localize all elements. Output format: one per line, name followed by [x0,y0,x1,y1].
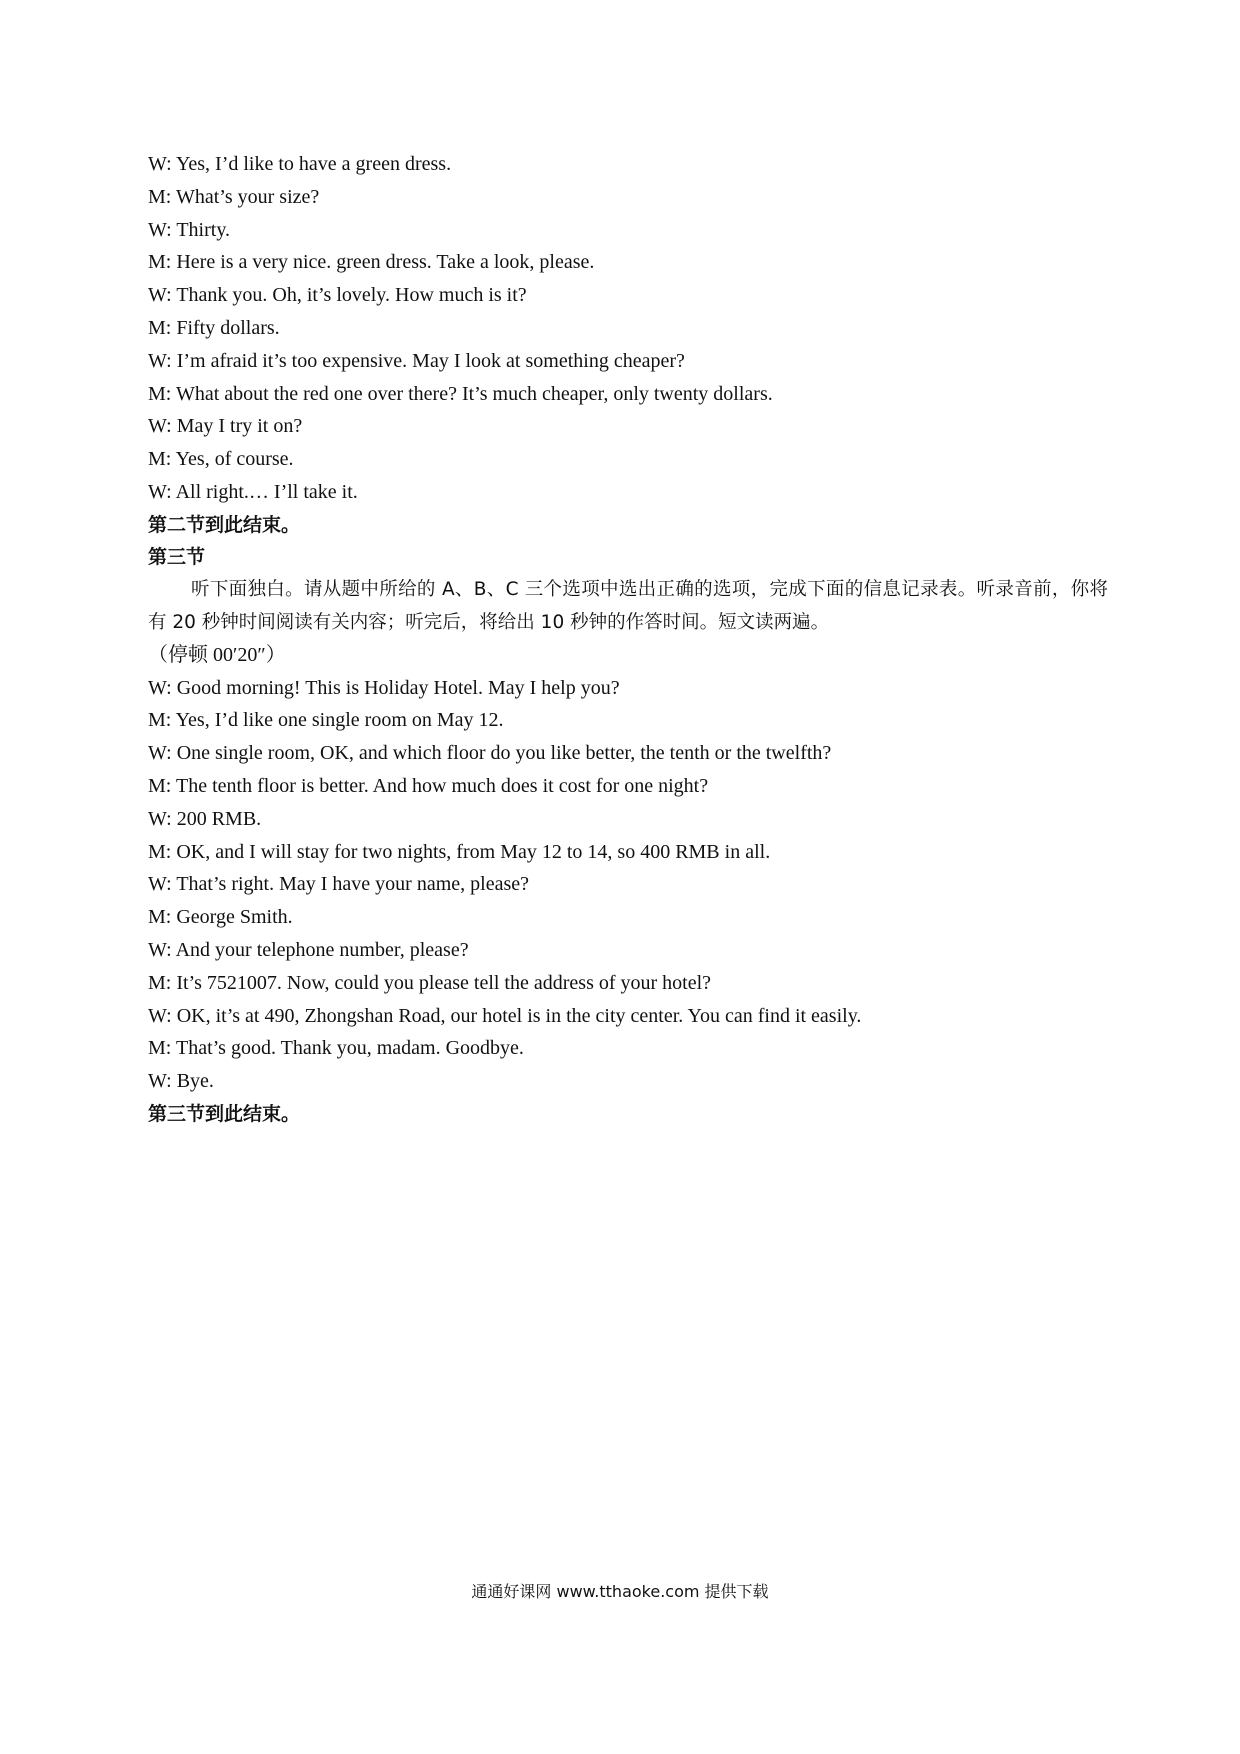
dialogue-line: M: What about the red one over there? It’s much cheaper, only twenty dollars. [148,382,773,405]
dialogue-line: W: Thank you. Oh, it’s lovely. How much is it? [148,284,527,307]
dialogue-line: W: And your telephone number, please? [148,938,469,961]
section2-dialogue [148,148,1108,509]
dialogue-line: W: May I try it on? [148,415,303,438]
dialogue-line: W: One single room, OK, and which floor do you like better, the tenth or the twelfth? [148,742,832,765]
section3-dialogue [148,672,1108,1098]
section2-end-heading: 第二节到此结束。 [148,513,301,536]
dialogue-line: W: That’s right. May I have your name, please? [148,873,529,896]
dialogue-line: M: The tenth floor is better. And how much does it cost for one night? [148,774,709,797]
dialogue-line: W: All right.… I’ll take it. [148,480,358,503]
dialogue-line: W: Yes, I’d like to have a green dress. [148,153,452,175]
dialogue-line: W: 200 RMB. [148,807,262,830]
dialogue-line: W: Good morning! This is Holiday Hotel. May I help you? [148,676,620,699]
dialogue-line: M: OK, and I will stay for two nights, from May 12 to 14, so 400 RMB in all. [148,840,771,863]
dialogue-line: M: George Smith. [148,906,293,929]
dialogue-line: M: Yes, I’d like one single room on May 12. [148,709,504,732]
page-footer: 通通好课网 www.tthaoke.com 提供下载 [471,1582,769,1601]
dialogue-line: M: It’s 7521007. Now, could you please tell the address of your hotel? [148,971,712,994]
pause-note: （停顿 00′20″） [148,643,286,666]
dialogue-line: M: That’s good. Thank you, madam. Goodbye. [148,1037,524,1060]
section3-instruction: 听下面独白。请从题中所给的 A、B、C 三个选项中选出正确的选项，完成下面的信息记录表。听录音前，你将有 20 秒钟时间阅读有关内容；听完后，将给出 10 秒钟的作答时间。短文读两遍。 [148,578,1108,633]
document-body [148,148,1108,1130]
dialogue-line: M: What’s your size? [148,185,320,208]
section3-end-heading: 第三节到此结束。 [148,1102,301,1125]
dialogue-line: W: OK, it’s at 490, Zhongshan Road, our hotel is in the city center. You can find it easily. [148,1004,862,1027]
dialogue-line: W: Bye. [148,1070,214,1093]
dialogue-line: M: Yes, of course. [148,448,294,471]
dialogue-line: M: Fifty dollars. [148,316,280,339]
section3-title: 第三节 [148,545,206,568]
dialogue-line: W: I’m afraid it’s too expensive. May I look at something cheaper? [148,349,685,372]
dialogue-line: M: Here is a very nice. green dress. Take a look, please. [148,251,595,274]
dialogue-line: W: Thirty. [148,218,231,241]
